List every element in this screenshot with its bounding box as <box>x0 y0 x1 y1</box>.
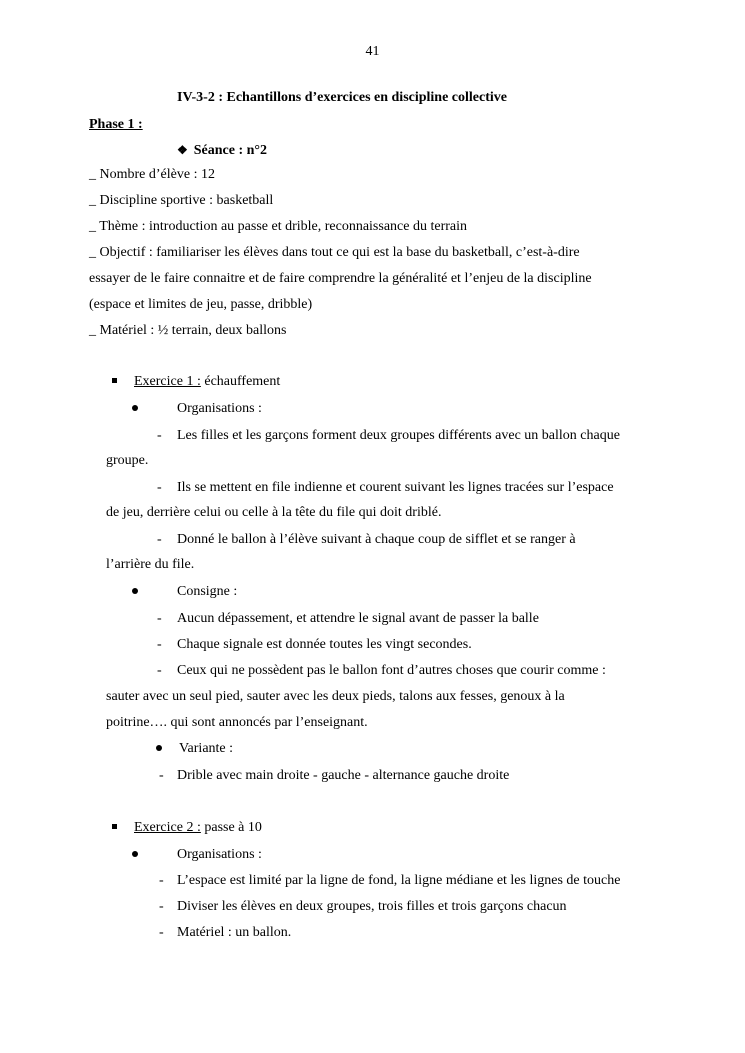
exercice1-consigne1: Aucun dépassement, et attendre le signal avant de passer la balle <box>177 611 539 626</box>
exercice1-name: échauffement <box>200 374 281 389</box>
dash-bullet: - <box>159 873 164 888</box>
exercice1-heading <box>134 373 280 391</box>
info-discipline: _ Discipline sportive : basketball <box>89 193 274 208</box>
round-bullet-icon <box>132 851 138 857</box>
info-theme: _ Thème : introduction au passe et drible, reconnaissance du terrain <box>89 219 467 234</box>
exercice2-label: Exercice 2 : <box>134 820 201 835</box>
exercice1-variante1: Drible avec main droite - gauche - alternance gauche droite <box>177 768 510 783</box>
info-objectif-line1: _ Objectif : familiariser les élèves dans tout ce qui est la base du basketball, c’est-à-dire <box>89 245 580 260</box>
diamond-bullet-icon: ❖ <box>177 143 188 157</box>
exercice1-consigne3-line1: Ceux qui ne possèdent pas le ballon font d’autres choses que courir comme : <box>177 663 606 678</box>
exercice1-organisations-label: Organisations : <box>177 401 262 416</box>
exercice1-org1-line2: groupe. <box>106 453 149 468</box>
round-bullet-icon <box>132 405 138 411</box>
square-bullet-icon <box>112 378 117 383</box>
dash-bullet: - <box>159 768 164 783</box>
round-bullet-icon <box>132 588 138 594</box>
exercice1-variante-label: Variante : <box>179 741 234 756</box>
dash-bullet: - <box>157 611 162 626</box>
dash-bullet: - <box>157 480 162 495</box>
dash-bullet: - <box>157 428 162 443</box>
exercice1-org2-line2: de jeu, derrière celui ou celle à la tête du file qui doit driblé. <box>106 505 442 520</box>
info-objectif-line2: essayer de le faire connaitre et de faire comprendre la généralité et l’enjeu de la discipline <box>89 271 592 286</box>
exercice1-org1-line1: Les filles et les garçons forment deux groupes différents avec un ballon chaque <box>177 428 620 443</box>
seance-label: Séance : n°2 <box>193 143 268 158</box>
info-objectif-line3: (espace et limites de jeu, passe, dribble) <box>89 297 313 312</box>
dash-bullet: - <box>157 532 162 547</box>
exercice1-org3-line2: l’arrière du file. <box>106 557 195 572</box>
section-title: IV-3-2 : Echantillons d’exercices en discipline collective <box>177 90 507 105</box>
exercice1-org3-line1: Donné le ballon à l’élève suivant à chaque coup de sifflet et se ranger à <box>177 532 576 547</box>
exercice1-org2-line1: Ils se mettent en file indienne et courent suivant les lignes tracées sur l’espace <box>177 480 614 495</box>
exercice2-org3: Matériel : un ballon. <box>177 925 292 940</box>
exercice1-consigne2: Chaque signale est donnée toutes les vingt secondes. <box>177 637 472 652</box>
phase-heading: Phase 1 : <box>89 117 143 132</box>
round-bullet-icon <box>156 745 162 751</box>
exercice2-name: passe à 10 <box>200 820 262 835</box>
exercice1-consigne-label: Consigne : <box>177 584 238 599</box>
dash-bullet: - <box>157 663 162 678</box>
exercice2-heading <box>134 819 262 837</box>
exercice1-label: Exercice 1 : <box>134 374 201 389</box>
exercice1-consigne3-line3: poitrine…. qui sont annoncés par l’enseignant. <box>106 715 368 730</box>
info-nombre: _ Nombre d’élève : 12 <box>89 167 215 182</box>
dash-bullet: - <box>159 925 164 940</box>
exercice1-consigne3-line2: sauter avec un seul pied, sauter avec les deux pieds, talons aux fesses, genoux à la <box>106 689 565 704</box>
exercice2-organisations-label: Organisations : <box>177 847 262 862</box>
exercice2-org2: Diviser les élèves en deux groupes, trois filles et trois garçons chacun <box>177 899 567 914</box>
page-number: 41 <box>365 44 380 59</box>
seance-heading <box>177 141 267 160</box>
dash-bullet: - <box>157 637 162 652</box>
info-materiel: _ Matériel : ½ terrain, deux ballons <box>89 323 287 338</box>
dash-bullet: - <box>159 899 164 914</box>
square-bullet-icon <box>112 824 117 829</box>
exercice2-org1: L’espace est limité par la ligne de fond, la ligne médiane et les lignes de touche <box>177 873 621 888</box>
